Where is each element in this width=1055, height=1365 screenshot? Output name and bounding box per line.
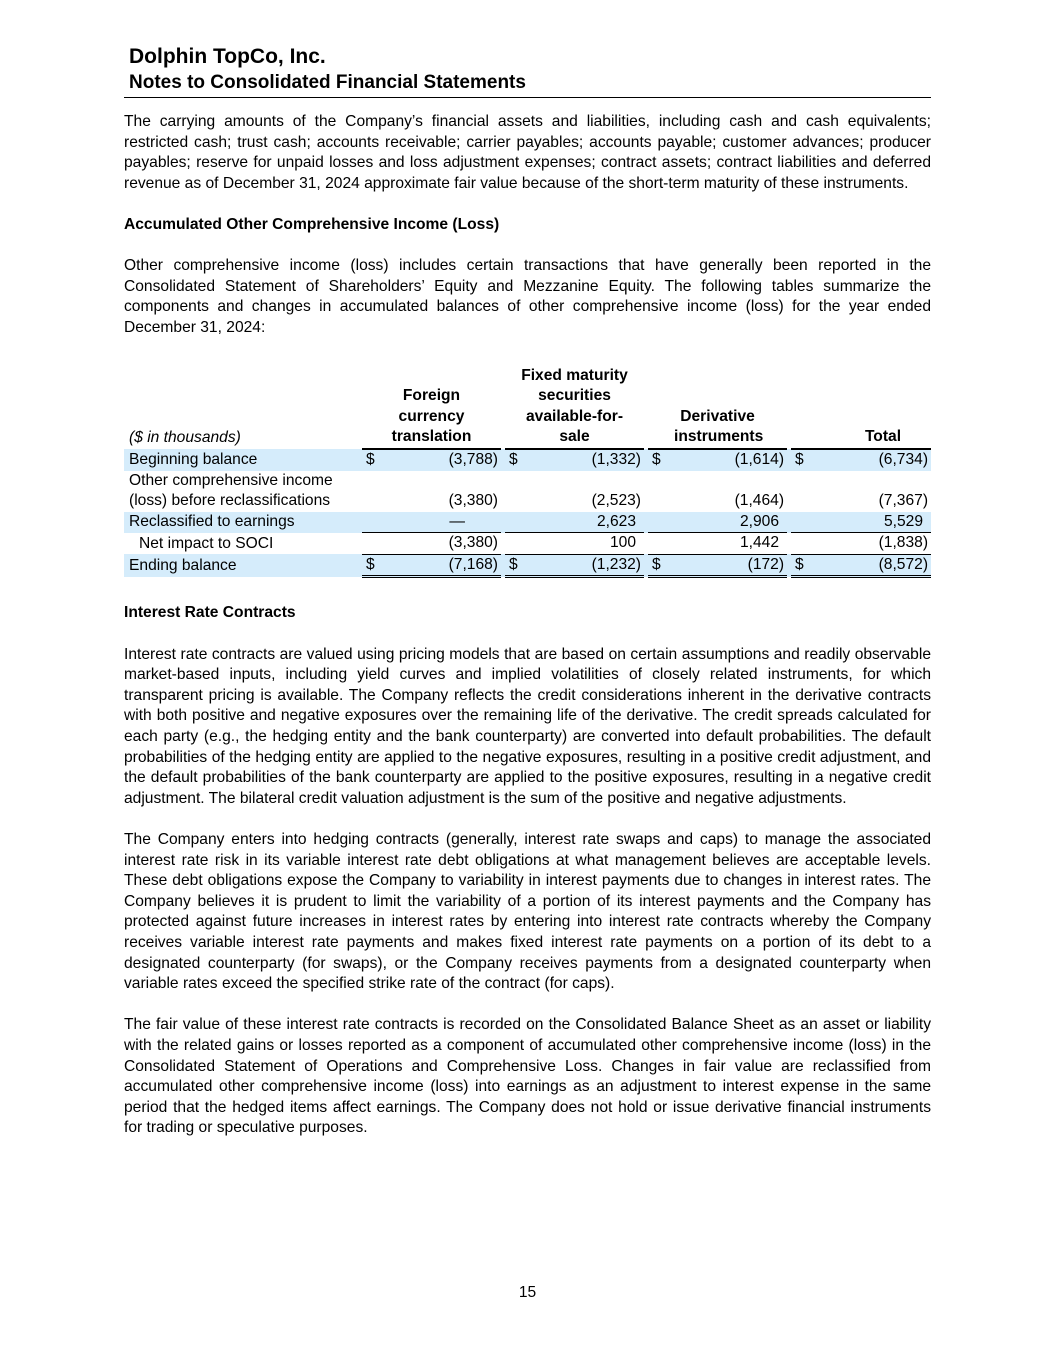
table-row xyxy=(124,554,931,577)
col-header-foreign-currency: Foreign currency translation xyxy=(362,366,501,449)
section-title: Notes to Consolidated Financial Statements xyxy=(124,70,931,98)
table-row xyxy=(124,512,931,533)
currency-symbol: $ xyxy=(505,449,525,471)
col-header-derivative: Derivative instruments xyxy=(648,366,787,449)
currency-symbol: $ xyxy=(648,449,668,471)
currency-symbol: $ xyxy=(362,449,382,471)
cell-value: (172) xyxy=(668,554,787,577)
cell-value: (1,614) xyxy=(668,449,787,471)
cell-value: 2,906 xyxy=(668,512,787,533)
cell-value: (8,572) xyxy=(811,554,931,577)
cell-value: (3,380) xyxy=(448,492,498,510)
irc-heading: Interest Rate Contracts xyxy=(124,604,296,622)
row-label: Net impact to SOCI xyxy=(139,534,274,552)
cell-value: (2,523) xyxy=(591,492,642,510)
table-row xyxy=(124,449,931,471)
cell-value: 2,623 xyxy=(525,512,644,533)
cell-value: (3,380) xyxy=(382,533,501,555)
table-row xyxy=(124,471,931,512)
table-header-row xyxy=(124,366,931,449)
aoci-heading: Accumulated Other Comprehensive Income (Loss) xyxy=(124,215,500,233)
col-header-total: Total xyxy=(791,366,931,449)
row-label: Reclassified to earnings xyxy=(124,512,362,533)
cell-value: (1,838) xyxy=(811,533,931,555)
irc-paragraph-2: The Company enters into hedging contracts (generally, interest rate swaps and caps) to manage the associated interest rate risk in its variable interest rate debt obligations at what management believes are acceptable levels. These debt obligations expose the Company to variability in interest payments due to changes in interest rates. The Company believes it is prudent to limit the variability of a portion of its interest payments and the Company has protected against future increases in interest rates by entering into interest rate contracts whereby the Company receives variable interest rate payments and makes fixed interest rate payments on a portion of its debt to a designated counterparty (for swaps), or the Company receives payments from a designated counterparty when variable rates exceed the specified strike rate of the contract (for caps). xyxy=(124,831,931,993)
irc-paragraph-1: Interest rate contracts are valued using pricing models that are based on certain assumptions and readily observable market-based inputs, including yield curves and implied volatilities of closely related instruments, for which transparent pricing is available. The Company reflects the credit considerations inherent in the derivative contracts with both positive and negative exposures over the remaining life of the derivative. The credit spreads calculated for each party (e.g., the hedging entity and the bank counterparty) are converted into default probabilities. The default probabilities of the hedging entity are applied to the negative exposures, resulting in a positive credit adjustment, and the default probabilities of the bank counterparty are applied to the positive exposures, resulting in a negative credit adjustment. The bilateral credit valuation adjustment is the sum of the positive and negative adjustments. xyxy=(124,645,931,807)
cell-value: — xyxy=(382,512,501,533)
col-header-fixed-maturity: Fixed maturity securities available-for-sale xyxy=(505,366,644,449)
document-page xyxy=(124,44,931,1139)
row-label: Other comprehensive income (loss) before reclassifications xyxy=(129,471,333,510)
fair-value-paragraph: The carrying amounts of the Company’s financial assets and liabilities, including cash and cash equivalents; restricted cash; trust cash; accounts receivable; carrier payables; accounts payable; customer advances; producer payables; reserve for unpaid losses and loss adjustment expenses; contract assets; contract liabilities and deferred revenue as of December 31, 2024 approximate fair value because of the short-term maturity of these instruments. xyxy=(124,113,931,192)
currency-symbol: $ xyxy=(791,554,811,577)
cell-value: (1,464) xyxy=(734,492,785,510)
cell-value: (3,788) xyxy=(382,449,501,471)
cell-value: (7,367) xyxy=(878,492,929,510)
cell-value: (1,332) xyxy=(525,449,644,471)
cell-value: (6,734) xyxy=(811,449,931,471)
page-number: 15 xyxy=(518,1284,537,1301)
cell-value: (1,232) xyxy=(525,554,644,577)
cell-value: (7,168) xyxy=(382,554,501,577)
currency-symbol: $ xyxy=(791,449,811,471)
row-label: Beginning balance xyxy=(124,449,362,471)
units-label: ($ in thousands) xyxy=(129,429,241,447)
table-row xyxy=(124,533,931,555)
aoci-table xyxy=(124,366,931,579)
cell-value: 100 xyxy=(525,533,644,555)
currency-symbol: $ xyxy=(362,554,382,577)
currency-symbol: $ xyxy=(648,554,668,577)
currency-symbol: $ xyxy=(505,554,525,577)
cell-value: 1,442 xyxy=(668,533,787,555)
company-title: Dolphin TopCo, Inc. xyxy=(129,45,326,68)
row-label: Ending balance xyxy=(124,554,362,577)
irc-paragraph-3: The fair value of these interest rate contracts is recorded on the Consolidated Balance Sheet as an asset or liability with the related gains or losses reported as a component of accumulated other comprehensive income (loss) in the Consolidated Statement of Operations and Comprehensive Loss. Changes in fair value are reclassified from accumulated other comprehensive income (loss) into earnings as an adjustment to interest expense in the same period that the hedged items affect earnings. The Company does not hold or issue derivative financial instruments for trading or speculative purposes. xyxy=(124,1016,931,1137)
cell-value: 5,529 xyxy=(811,512,931,533)
aoci-intro-paragraph: Other comprehensive income (loss) includes certain transactions that have generally been reported in the Consolidated Statement of Shareholders’ Equity and Mezzanine Equity. The following tables summarize the components and changes in accumulated balances of other comprehensive income (loss) for the year ended December 31, 2024: xyxy=(124,257,931,336)
